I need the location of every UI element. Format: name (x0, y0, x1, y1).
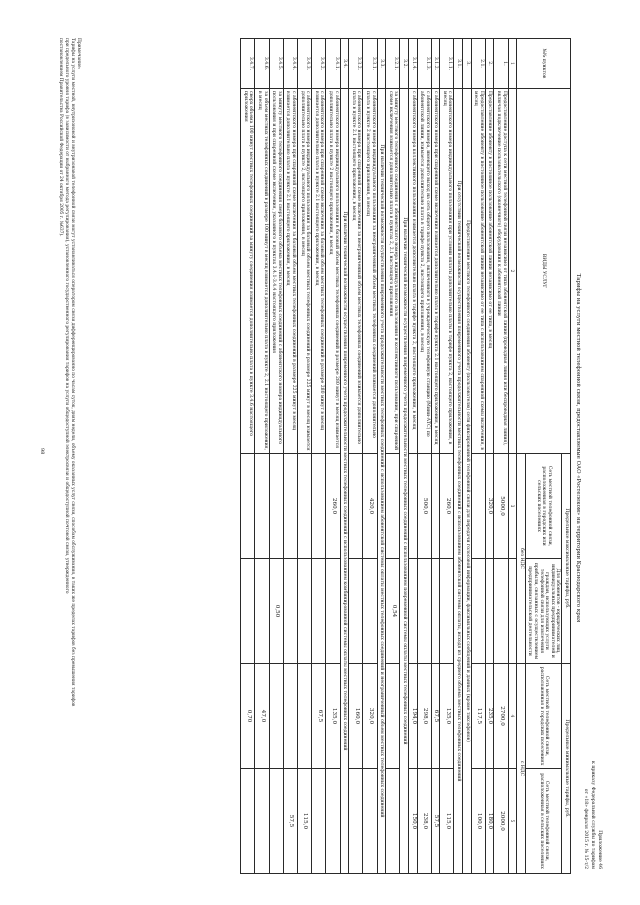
section-heading: Предоставление местного телефонного соединения абоненту (пользователю) сети фиксированной телефонной связи для передачи голосовой информации, факсимильных сообщений и данных (кроме таксофонов) (463, 89, 472, 874)
tariff-value (363, 769, 377, 874)
tariff-value (485, 559, 494, 664)
table-row (386, 39, 400, 874)
column-index: 5 (508, 769, 517, 874)
row-number: 3. (463, 39, 472, 89)
table-row (349, 39, 363, 874)
service-description: с абонентского номера индивидуального пользования за неограниченный объем местных телефонных соединений взимается дополнительно плата в пункте 2 настоящего приложения, в месяц (363, 89, 377, 454)
tariff-value (431, 454, 440, 559)
notes-heading: Примечание: (76, 38, 81, 70)
notes-text-3: постановлением Правительства Российской Федерации от 24 октября 2005 г. №637). (58, 38, 63, 237)
row-number: 3.2. (400, 39, 409, 89)
column-index: 2 (508, 89, 517, 454)
header-group-right: Предельные минимальные тарифы, руб. (562, 664, 571, 874)
service-description: с абонентского номера, имеющего выход на сеть общего пользования, включенного в учрежденческую телефонную станцию (Мини-АТС) по абонентской линии, взимается дополнительно плата в тарифе пункта 2, настоящего приложения, в месяц (417, 89, 431, 454)
tariff-value (431, 559, 440, 664)
header-num: №№ пунктов (517, 39, 571, 89)
tariff-value: 238,0 (417, 769, 431, 874)
section-heading: При наличии технической возможности осуществления повременного учета продолжительности местных телефонных соединений с использованием повременной системы оплаты местных телефонных соединений (400, 89, 409, 874)
header-col-1: Сеть местной телефонной связи, расположенная в городских или сельских поселениях (525, 454, 562, 559)
tariff-value (255, 769, 269, 874)
header-col-2: Для абонентов - юридических лиц, индивидуальных предпринимателей и граждан, использующих услуги телефонной связи для извлечения прибыли, связанных с осуществлением предпринимательской деятельности (525, 559, 562, 664)
tariff-value (241, 454, 255, 559)
page-title: Тарифы на услуги местной телефонной связи, предоставляемые ОАО «Ростелеком» на территории Краснодарского края (575, 273, 581, 623)
tariff-value: 5000,0 (494, 454, 508, 559)
tariff-value: 115,0 (298, 769, 312, 874)
tariff-value: 57,5 (283, 769, 297, 874)
tariff-value (440, 559, 454, 664)
row-number: 3.4.2. (312, 39, 326, 89)
tariff-value (349, 559, 363, 664)
table-row (255, 39, 269, 874)
tariff-value: 235,0 (485, 664, 494, 769)
approval-line-3: от «18» февраля 2015 г. № 15-т/2 (583, 788, 588, 869)
tariff-value (255, 559, 269, 664)
tariff-value: 135,0 (326, 664, 340, 769)
table-row (471, 39, 485, 874)
tariff-value: 117,5 (471, 664, 485, 769)
tariff-value (269, 664, 283, 769)
tariff-value: 0,70 (241, 664, 255, 769)
section-heading: При наличии технической возможности осуществления повременного учета продолжительности местных телефонных соединений с использованием абонентской системы оплаты местных телефонных соединений и неограниченный объем местных телефонных соединений (377, 89, 386, 874)
tariff-value: 298,0 (417, 664, 431, 769)
row-number: 2. (485, 39, 494, 89)
column-index: 3 (508, 454, 517, 559)
column-index-row (508, 39, 517, 874)
section-heading: При отсутствии технической возможности осуществления повременного учета продолжительности местных телефонных соединений с использованием абонентской системы оплаты, исходя из среднего объема местных телефонных соединений (454, 89, 463, 874)
table-row (269, 39, 283, 874)
page-number: 98 (39, 448, 45, 455)
tariff-value (283, 559, 297, 664)
tariff-value: 115,0 (440, 769, 454, 874)
tariff-value (471, 559, 485, 664)
service-description: с абонентского номера индивидуального пользования за базовый объем местных телефонных соединений в размере 225 минут в месяц взимается дополнительно плата в пункте 2, настоящего приложения, в месяц (298, 89, 312, 454)
tariff-value (363, 559, 377, 664)
row-number: 3.1. (454, 39, 463, 89)
tariff-value (312, 454, 326, 559)
service-description: сверх объема 100 минут местных телефонных соединений за минуту соединения взимается дополнительно плата в пункте 3.4.6 настоящего приложения (241, 89, 255, 454)
table-row (485, 39, 494, 874)
tariff-value: 67,5 (431, 664, 440, 769)
tariff-value: 2000,0 (494, 769, 508, 874)
tariff-value: 100,0 (471, 769, 485, 874)
notes-text-1: Тарифы на услуги местной, внутризоновой и внутризонавой телефонной связи могут устанавливаться оператором связи дифференцированно по часам суток, дням недели, объему оказанных услуг связи, способам обслуживания, в таких же пределах тарифов без превышения тарифов (70, 38, 75, 707)
tariff-value (269, 454, 283, 559)
tariff-value: 2700,0 (494, 664, 508, 769)
service-description: с абонентского номера индивидуального пользования при условии оплаты дополнительно платы в тарифе пункта 2, настоящего приложения, в месяц (440, 89, 454, 454)
table-row (440, 39, 454, 874)
table-row (377, 39, 386, 874)
tariff-value (349, 454, 363, 559)
service-description: Предоставление абоненту в постоянное пользование абонентской линии независимо от ее типа, в месяц (485, 89, 494, 454)
tariff-value (298, 664, 312, 769)
tariff-value (471, 454, 485, 559)
table-row (312, 39, 326, 874)
tariff-value (408, 454, 417, 559)
tariff-value (312, 559, 326, 664)
service-description: за минуту местного телефонного соединения сверх базового объема местных телефонных соединений с абонентского номера индивидуального пользования и при спаренной схеме включения, указанного в пунктах 3.4.1-3.4.4 настоящего приложения (269, 89, 283, 454)
service-description: с абонентского номера при спаренной схеме включения взимается дополнительно плата в тарифе пункта 2.1 настоящего приложения, в месяц (431, 89, 440, 454)
column-index: 4 (508, 664, 517, 769)
row-number: 3.3.1. (363, 39, 377, 89)
service-description: с абонентского номера при спаренной схеме включения за неограниченный объем местных телефонных соединений взимается дополнительно плата в пункте 2.1 настоящего приложения, в месяц (349, 89, 363, 454)
row-number: 3.1.2. (431, 39, 440, 89)
tariff-value (283, 664, 297, 769)
table-row (454, 39, 463, 874)
table-row (340, 39, 349, 874)
tariff-value: 320,0 (485, 454, 494, 559)
column-index (508, 559, 517, 664)
header-group-left: Предельные максимальные тарифы, руб. (562, 454, 571, 664)
tariff-value: 420,0 (363, 454, 377, 559)
notes-block (57, 38, 81, 873)
tariff-value (408, 559, 417, 664)
row-number: 3.1.3. (417, 39, 431, 89)
row-number: 3.4. (340, 39, 349, 89)
section-heading: При наличии технической возможности осуществления повременного учета продолжительности местных телефонных соединений с использованием комбинированной системы оплаты местных телефонных соединений (340, 89, 349, 874)
header-vat-left: без НДС (517, 454, 526, 664)
service-description: за объем местных телефонных соединений в размере 100 минут в месяц взимается дополнительно плата в пункте 2, 2.1 настоящего приложения, в месяц (255, 89, 269, 454)
tariff-value: 150,0 (408, 769, 417, 874)
row-number: 3.4.5. (269, 39, 283, 89)
table-row (363, 39, 377, 874)
service-description: за минуту местного телефонного соединения с абонентского номера индивидуального пользования и коллективного пользования, при спаренной схеме включения взимается дополнительно плата в пунктах 2, 2.1 настоящего приложения (386, 89, 400, 454)
tariff-value: 0,54 (386, 559, 400, 664)
row-number: 1. (494, 39, 508, 89)
table-row (494, 39, 508, 874)
table-row (283, 39, 297, 874)
tariff-value (494, 559, 508, 664)
service-description: с абонентского номера при спаренной схеме включения за базовый объем местных телефонных соединений в размере 280 минут в месяц взимается дополнительно плата в пункте 2.1 настоящего приложения, в месяц (312, 89, 326, 454)
table-row (298, 39, 312, 874)
header-col-3: Сеть местной телефонной связи, расположенная в городских поселениях (525, 664, 562, 769)
tariff-value (386, 454, 400, 559)
tariff-value: 135,0 (440, 664, 454, 769)
column-index: 1 (508, 39, 517, 89)
rotated-document-page (33, 38, 603, 873)
service-description: Предоставление абоненту в постоянное пользование абонентской линии независимо от ее типа с использованием спаренной схемы включения, в месяц (471, 89, 485, 454)
table-row (241, 39, 255, 874)
tariff-value (312, 769, 326, 874)
tariff-value (349, 769, 363, 874)
tariff-value (298, 559, 312, 664)
row-number: 3.3.2. (349, 39, 363, 89)
tariff-value: 57,5 (431, 769, 440, 874)
row-number: 3.2.1. (386, 39, 400, 89)
tariff-value: 160,0 (349, 664, 363, 769)
tariff-value: 260,0 (440, 454, 454, 559)
approval-line-2: к приказу Федеральной службы по тарифам (590, 761, 595, 869)
row-number: 3.4.1. (326, 39, 340, 89)
tariff-value (255, 454, 269, 559)
service-description: с абонентского номера коллективного пользования взимается дополнительно плата в тарифе пункта 2, настоящего приложения, в месяц (408, 89, 417, 454)
service-description: с абонентского номера индивидуального пользования в базовый объем местных телефонных соединений в размере 280 минут в месяц взимается дополнительно плата в пункте 2 настоящего приложения, в месяц (326, 89, 340, 454)
tariff-value (386, 664, 400, 769)
tariff-value (326, 769, 340, 874)
table-row (417, 39, 431, 874)
tariff-value: 320,0 (363, 664, 377, 769)
tariff-value (326, 559, 340, 664)
tariff-value (241, 559, 255, 664)
tariff-value (269, 769, 283, 874)
row-number: 3.4.4. (283, 39, 297, 89)
row-number: 3.3. (377, 39, 386, 89)
tariff-value: 194,0 (408, 664, 417, 769)
table-row (408, 39, 417, 874)
table-row (431, 39, 440, 874)
service-description: Предоставление доступа к сети местной телефонной связи независимо от типа абонентской линии (проводная линия или беспроводная линия), включая подключение пользовательского (оконечного) оборудования к абонентской линии (494, 89, 508, 454)
tariff-value (386, 769, 400, 874)
tariff-value (298, 454, 312, 559)
row-number: 3.4.6. (255, 39, 269, 89)
table-row (400, 39, 409, 874)
tariff-value (417, 559, 431, 664)
tariff-value: 500,0 (417, 454, 431, 559)
header-col-4: Сеть местной телефонной связи, расположенная в сельских поселениях (525, 769, 562, 874)
table-row (326, 39, 340, 874)
service-description: с абонентского номера при спаренной схеме включения за базовый объем местных телефонных соединений в размере 225 минут в месяц взимается дополнительно плата в пункте 2.1 настоящего приложения, в месяц (283, 89, 297, 454)
tariff-value: 67,5 (312, 664, 326, 769)
row-number: 3.4.3. (298, 39, 312, 89)
tariff-value: 260,0 (326, 454, 340, 559)
row-number: 3.1.1. (440, 39, 454, 89)
row-number: 2.1. (471, 39, 485, 89)
tariff-value: 0,50 (269, 559, 283, 664)
tariff-table (240, 38, 571, 874)
approval-block (582, 704, 603, 869)
row-number: 3.4.7. (241, 39, 255, 89)
row-number: 3.1.4. (408, 39, 417, 89)
approval-line-1: Приложение 46 (597, 830, 602, 869)
tariff-value (241, 769, 255, 874)
table-row (463, 39, 472, 874)
tariff-value (283, 454, 297, 559)
tariff-value: 180,0 (485, 769, 494, 874)
notes-text-2: при предельного уровня тарифа (в зависимости от выбранного метода регулирования), установленного государственного регулирования тарифов на услуги общедоступной электросвязи и общедоступной почтовой связи, утвержденного (64, 38, 69, 594)
tariff-table-body (241, 39, 508, 874)
header-vat-right: с НДС (517, 664, 526, 874)
header-service: ВИДЫ УСЛУГ (517, 89, 571, 454)
tariff-value: 47,0 (255, 664, 269, 769)
